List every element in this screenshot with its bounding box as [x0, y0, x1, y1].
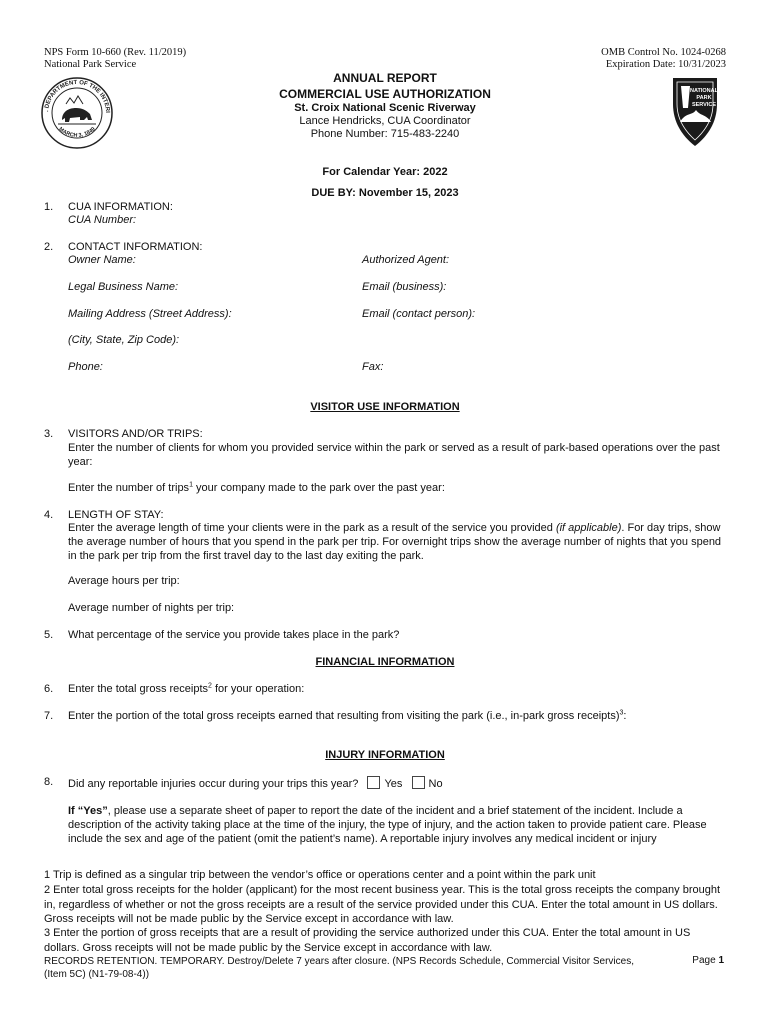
section-2-number: 2.: [44, 241, 54, 253]
legal-business-name-field[interactable]: Legal Business Name:: [68, 281, 179, 293]
section-6-number: 6.: [44, 683, 54, 695]
financial-heading: FINANCIAL INFORMATION: [315, 656, 455, 668]
nps-logo-text-1: NATIONAL: [689, 88, 719, 94]
yes-checkbox[interactable]: [367, 776, 380, 789]
mailing-address-field[interactable]: Mailing Address (Street Address):: [68, 308, 232, 320]
page-number: Page 1: [692, 955, 724, 966]
authorized-agent-field[interactable]: Authorized Agent:: [362, 254, 450, 266]
section-7-number: 7.: [44, 710, 54, 722]
section-3-title: VISITORS AND/OR TRIPS:: [68, 428, 203, 440]
nps-logo-text-3: SERVICE: [691, 102, 717, 108]
length-of-stay-instructions: Enter the average length of time your clients were in the park as a result of the service you provided (if applicable). For day trips, show the average number of hours that you spend in the park per trip. For overnight trips show the average number of nights that you spend in the park per trip from the first travel day to the last day exiting the park.: [68, 522, 722, 562]
email-business-field[interactable]: Email (business):: [362, 281, 447, 293]
section-2-title: CONTACT INFORMATION:: [68, 241, 203, 253]
section-1-title: CUA INFORMATION:: [68, 201, 173, 213]
injury-instructions: If “Yes”, please use a separate sheet of paper to report the date of the incident and a brief statement of the incident. Include a description of the activity taking place at the time of the injury, the type of injury, and the action taken to provide patient care. Please include the sex and age of the patient (omit the patient’s name). A reportable injury involves any medical incident or injury: [68, 805, 707, 845]
coordinator-phone: Phone Number: 715-483-2240: [310, 128, 460, 140]
no-label: No: [428, 778, 443, 790]
section-5-number: 5.: [44, 629, 54, 641]
seal-text-bottom: MARCH 3, 1849: [57, 126, 97, 139]
in-park-gross-receipts-field[interactable]: Enter the portion of the total gross receipts earned that resulting from visiting the park (i.e., in-park gross receipts)$^3$:: [68, 709, 627, 722]
total-gross-receipts-field[interactable]: Enter the total gross receipts$^2$ for your operation:: [68, 682, 305, 695]
report-subtitle: COMMERCIAL USE AUTHORIZATION: [279, 87, 491, 101]
section-3-number: 3.: [44, 428, 54, 440]
section-4-title: LENGTH OF STAY:: [68, 509, 164, 521]
percentage-question[interactable]: What percentage of the service you provide takes place in the park?: [68, 629, 400, 641]
email-contact-field[interactable]: Email (contact person):: [362, 308, 476, 320]
trips-question: Enter the number of trips$^1$ your company made to the park over the past year:: [68, 481, 445, 494]
fax-field[interactable]: Fax:: [362, 361, 384, 373]
owner-name-field[interactable]: Owner Name:: [68, 254, 136, 266]
injury-heading: INJURY INFORMATION: [325, 749, 445, 761]
average-hours-field[interactable]: Average hours per trip:: [68, 575, 180, 587]
footnote-2: 2 Enter total gross receipts for the holder (applicant) for the most recent business year. This is the total gross receipts the company brought in, regardless of whether or not the gross receipts are a result of the service provided under this CUA. Enter the total amount in US dollars. Gross receipts will not be made public by the Service except in accordance with law.: [44, 884, 721, 925]
visitor-use-heading: VISITOR USE INFORMATION: [310, 401, 460, 413]
average-nights-field[interactable]: Average number of nights per trip:: [68, 602, 235, 614]
injury-question: Did any reportable injuries occur during your trips this year? Yes No: [68, 778, 443, 790]
agency-name: National Park Service: [44, 59, 137, 70]
city-state-zip-field[interactable]: (City, State, Zip Code):: [68, 334, 180, 346]
expiration-date: Expiration Date: 10/31/2023: [605, 59, 726, 70]
park-name: St. Croix National Scenic Riverway: [294, 102, 476, 114]
report-title: ANNUAL REPORT: [333, 71, 437, 85]
phone-field[interactable]: Phone:: [68, 361, 103, 373]
cua-number-field[interactable]: CUA Number:: [68, 214, 137, 226]
clients-question: Enter the number of clients for whom you provided service within the park or served as a result of park-based operations over the past year:: [68, 442, 720, 468]
calendar-year: For Calendar Year: 2022: [322, 166, 448, 178]
section-1-number: 1.: [44, 201, 54, 213]
yes-label: Yes: [384, 778, 403, 790]
form-number: NPS Form 10-660 (Rev. 11/2019): [44, 47, 187, 58]
section-4-number: 4.: [44, 509, 54, 521]
no-checkbox[interactable]: [412, 776, 425, 789]
nps-logo-text-2: PARK: [696, 95, 712, 101]
footnote-3: 3 Enter the portion of gross receipts that are a result of providing the service authorized under this CUA. Enter the total amount in US dollars. Gross receipts will not be made public by the Service except in accordance with law.: [44, 927, 691, 954]
section-8-number: 8.: [44, 776, 54, 788]
footnote-1: 1 Trip is defined as a singular trip between the vendor’s office or operations center and a point within the park unit: [44, 869, 596, 881]
coordinator-name: Lance Hendricks, CUA Coordinator: [299, 115, 471, 127]
seal-text-top: . DEPARTMENT OF THE INTERI: [44, 79, 111, 114]
due-date: DUE BY: November 15, 2023: [311, 187, 459, 199]
omb-control: OMB Control No. 1024-0268: [601, 47, 726, 58]
records-retention: RECORDS RETENTION. TEMPORARY. Destroy/Delete 7 years after closure. (NPS Records Schedule, Commercial Visitor Services, (Item 5C) (N1-79-08-4)): [44, 956, 634, 980]
